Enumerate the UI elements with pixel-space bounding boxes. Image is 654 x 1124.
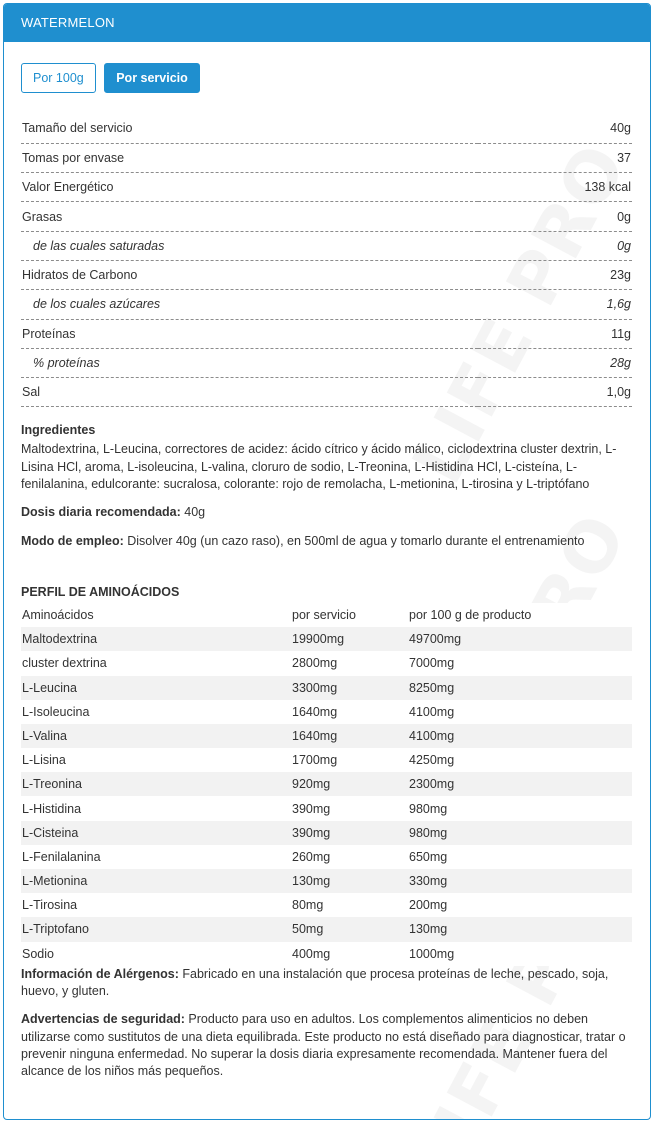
amino-row bbox=[21, 869, 632, 893]
amino-per-100g: 4100mg bbox=[408, 724, 632, 748]
amino-per-100g: 7000mg bbox=[408, 651, 632, 675]
amino-per-100g: 8250mg bbox=[408, 676, 632, 700]
amino-row bbox=[21, 772, 632, 796]
amino-per-serving: 390mg bbox=[291, 796, 408, 820]
nutrition-value: 28g bbox=[478, 348, 632, 377]
nutrition-label: Hidratos de Carbono bbox=[21, 260, 478, 289]
daily-dose-value: 40g bbox=[180, 505, 206, 520]
amino-per-100g: 1000mg bbox=[408, 942, 632, 966]
amino-row bbox=[21, 700, 632, 724]
amino-per-100g: 980mg bbox=[408, 821, 632, 845]
amino-name: L-Cisteina bbox=[21, 821, 291, 845]
amino-column-header: Aminoácidos bbox=[21, 603, 291, 627]
nutrition-row bbox=[21, 114, 632, 143]
amino-name: L-Triptofano bbox=[21, 917, 291, 941]
per-serving-button[interactable]: Por servicio bbox=[104, 63, 200, 93]
amino-name: L-Metionina bbox=[21, 869, 291, 893]
amino-per-serving: 130mg bbox=[291, 869, 408, 893]
allergen-value: Fabricado en una instalación que procesa proteínas de leche, pescado, soja, huevo, y gluten. bbox=[21, 966, 609, 999]
amino-row bbox=[21, 724, 632, 748]
amino-per-100g: 4250mg bbox=[408, 748, 632, 772]
allergen-label: Información de Alérgenos: bbox=[21, 966, 179, 981]
nutrition-value: 37 bbox=[478, 143, 632, 172]
nutrition-panel bbox=[3, 3, 651, 1120]
amino-per-serving: 1700mg bbox=[291, 748, 408, 772]
allergen-info bbox=[21, 966, 633, 1001]
amino-row bbox=[21, 893, 632, 917]
amino-per-serving: 50mg bbox=[291, 917, 408, 941]
safety-value: Producto para uso en adultos. Los complementos alimenticios no deben utilizarse como sustitutos de una dieta equilibrada. Este producto no está diseñado para diagnosticar, tratar o prevenir ninguna enfermedad. No superar la dosis diaria expresamente recomendada. Mantener fuera del alcance de los niños más pequeños. bbox=[21, 1012, 626, 1079]
amino-name: L-Valina bbox=[21, 724, 291, 748]
nutrition-value: 40g bbox=[478, 114, 632, 143]
nutrition-value: 1,6g bbox=[478, 290, 632, 319]
amino-per-serving: 260mg bbox=[291, 845, 408, 869]
amino-per-serving: 80mg bbox=[291, 893, 408, 917]
usage-instructions bbox=[21, 533, 633, 550]
nutrition-label: Valor Energético bbox=[21, 173, 478, 202]
amino-per-serving: 19900mg bbox=[291, 627, 408, 651]
amino-row bbox=[21, 651, 632, 675]
nutrition-label: Sal bbox=[21, 378, 478, 407]
amino-row bbox=[21, 917, 632, 941]
amino-row bbox=[21, 676, 632, 700]
nutrition-row bbox=[21, 290, 632, 319]
amino-name: Maltodextrina bbox=[21, 627, 291, 651]
nutrition-value: 138 kcal bbox=[478, 173, 632, 202]
nutrition-label: Proteínas bbox=[21, 319, 478, 348]
nutrition-value: 0g bbox=[478, 202, 632, 231]
usage-value: Disolver 40g (un cazo raso), en 500ml de agua y tomarlo durante el entrenamiento bbox=[123, 533, 585, 548]
nutrition-label: de los cuales azúcares bbox=[21, 290, 478, 319]
amino-column-header: por servicio bbox=[291, 603, 408, 627]
amino-per-100g: 49700mg bbox=[408, 627, 632, 651]
amino-column-header: por 100 g de producto bbox=[408, 603, 632, 627]
panel-title: WATERMELON bbox=[4, 4, 650, 42]
amino-name: L-Lisina bbox=[21, 748, 291, 772]
nutrition-value: 23g bbox=[478, 260, 632, 289]
amino-row bbox=[21, 627, 632, 651]
amino-per-serving: 3300mg bbox=[291, 676, 408, 700]
amino-name: cluster dextrina bbox=[21, 651, 291, 675]
nutrition-row bbox=[21, 231, 632, 260]
amino-row bbox=[21, 796, 632, 820]
amino-row bbox=[21, 845, 632, 869]
amino-profile-table bbox=[21, 603, 632, 966]
nutrition-row bbox=[21, 202, 632, 231]
amino-per-100g: 4100mg bbox=[408, 700, 632, 724]
amino-name: L-Histidina bbox=[21, 796, 291, 820]
nutrition-value: 11g bbox=[478, 319, 632, 348]
ingredients-title: Ingredientes bbox=[21, 423, 96, 438]
amino-name: L-Isoleucina bbox=[21, 700, 291, 724]
amino-name: Sodio bbox=[21, 942, 291, 966]
amino-per-100g: 650mg bbox=[408, 845, 632, 869]
nutrition-row bbox=[21, 319, 632, 348]
amino-per-serving: 1640mg bbox=[291, 700, 408, 724]
panel-content bbox=[4, 42, 650, 1081]
amino-row bbox=[21, 748, 632, 772]
per-100g-button[interactable]: Por 100g bbox=[21, 63, 96, 93]
safety-label: Advertencias de seguridad: bbox=[21, 1012, 185, 1027]
safety-warnings bbox=[21, 1011, 633, 1080]
amino-per-serving: 920mg bbox=[291, 772, 408, 796]
amino-per-100g: 330mg bbox=[408, 869, 632, 893]
nutrition-row bbox=[21, 378, 632, 407]
amino-row bbox=[21, 942, 632, 966]
amino-name: L-Leucina bbox=[21, 676, 291, 700]
amino-per-serving: 1640mg bbox=[291, 724, 408, 748]
amino-per-serving: 390mg bbox=[291, 821, 408, 845]
ingredients-text: Maltodextrina, L-Leucina, correctores de acidez: ácido cítrico y ácido málico, ciclodextrina cluster dextrin, L-Lisina HCl, aroma, L-isoleucina, L-valina, cloruro de sodio, L-Treonina, L-Histidina HCl, L-cisteína, L-fenilalanina, edulcorante: sucralosa, colorante: rojo de remolacha, L-metionina, L-tirosina y L-triptófano bbox=[21, 442, 617, 492]
amino-profile-title: PERFIL DE AMINOÁCIDOS bbox=[21, 581, 293, 603]
nutrition-label: % proteínas bbox=[21, 348, 478, 377]
amino-name: L-Treonina bbox=[21, 772, 291, 796]
nutrition-label: Grasas bbox=[21, 202, 478, 231]
amino-header-row bbox=[21, 603, 632, 627]
amino-per-100g: 2300mg bbox=[408, 772, 632, 796]
usage-label: Modo de empleo: bbox=[21, 533, 124, 548]
nutrition-row bbox=[21, 143, 632, 172]
amino-per-100g: 200mg bbox=[408, 893, 632, 917]
amino-name: L-Fenilalanina bbox=[21, 845, 291, 869]
daily-dose-label: Dosis diaria recomendada: bbox=[21, 505, 181, 520]
amino-row bbox=[21, 821, 632, 845]
nutrition-row bbox=[21, 260, 632, 289]
amino-per-serving: 2800mg bbox=[291, 651, 408, 675]
amino-per-serving: 400mg bbox=[291, 942, 408, 966]
amino-name: L-Tirosina bbox=[21, 893, 291, 917]
nutrition-label: Tomas por envase bbox=[21, 143, 478, 172]
nutrition-table bbox=[21, 114, 632, 407]
unit-toggle bbox=[21, 42, 633, 114]
nutrition-label: Tamaño del servicio bbox=[21, 114, 478, 143]
nutrition-label: de las cuales saturadas bbox=[21, 231, 478, 260]
amino-per-100g: 130mg bbox=[408, 917, 632, 941]
nutrition-row bbox=[21, 348, 632, 377]
nutrition-value: 0g bbox=[478, 231, 632, 260]
nutrition-row bbox=[21, 173, 632, 202]
daily-dose bbox=[21, 504, 633, 521]
nutrition-value: 1,0g bbox=[478, 378, 632, 407]
amino-per-100g: 980mg bbox=[408, 796, 632, 820]
